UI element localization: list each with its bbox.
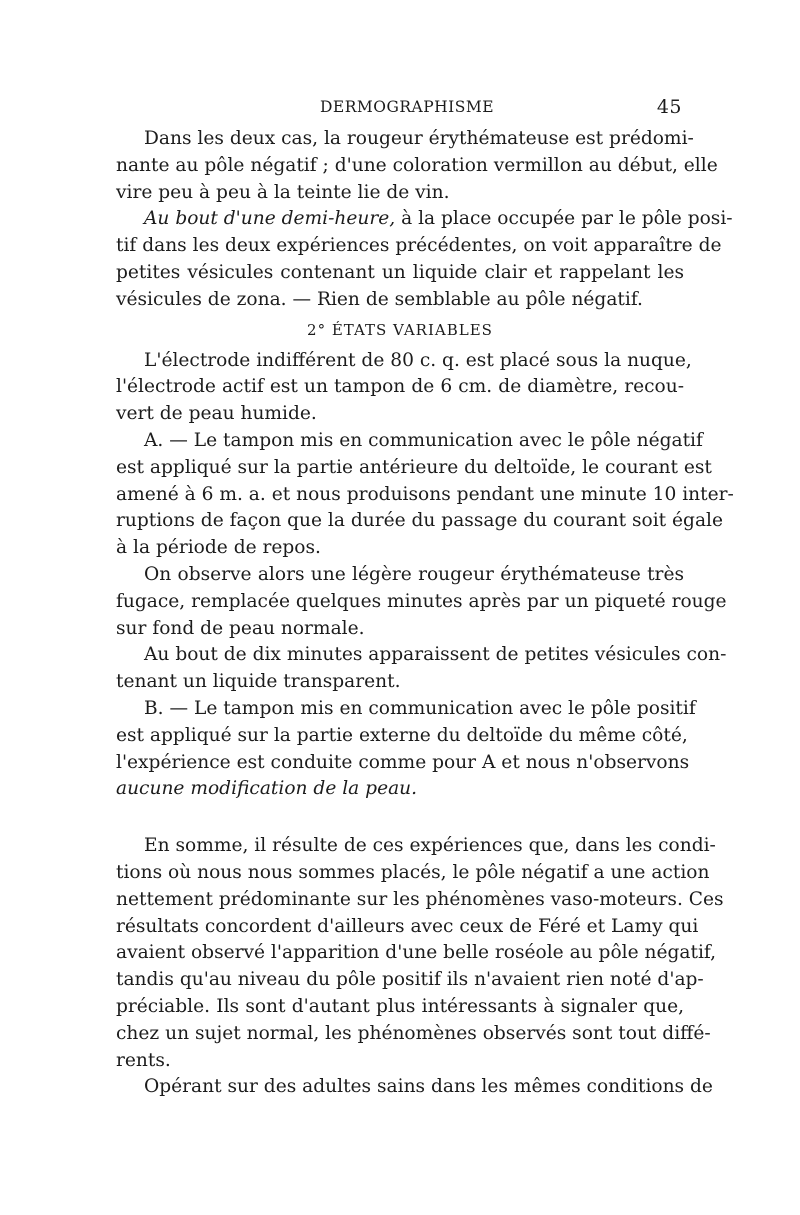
text-line: rents. (116, 1049, 171, 1071)
text-line: vire peu à peu à la teinte lie de vin. (116, 181, 450, 203)
text-run: à la place occupée par le pôle posi- (395, 208, 733, 230)
paragraph-4 (116, 428, 734, 562)
italic-phrase: Au bout d'une demi-heure, (144, 208, 396, 230)
paragraph-8 (116, 833, 724, 1074)
italic-phrase: aucune modification de la peau. (116, 778, 418, 800)
text-line: avaient observé l'apparition d'une belle roséole au pôle négatif, (116, 942, 717, 964)
text-line: l'électrode actif est un tampon de 6 cm. de diamètre, recou- (116, 376, 684, 398)
paragraph-3 (116, 348, 692, 428)
text-line: tandis qu'au niveau du pôle positif ils n'avaient rien noté d'ap- (116, 969, 704, 991)
paragraph-9 (116, 1074, 713, 1101)
text-line (116, 206, 733, 233)
running-header (116, 96, 684, 126)
text-line: tions où nous nous sommes placés, le pôle négatif a une action (116, 861, 710, 883)
section-heading: 2° ÉTATS VARIABLES (307, 320, 493, 339)
running-title: DERMOGRAPHISME (320, 98, 495, 116)
text-line: Opérant sur des adultes sains dans les mêmes conditions de (144, 1076, 713, 1098)
paragraph-2 (116, 206, 733, 313)
text-line: vésicules de zona. — Rien de semblable au pôle négatif. (116, 288, 643, 310)
text-line: ruptions de façon que la durée du passage du courant soit égale (116, 510, 723, 532)
paragraph-5 (116, 562, 727, 642)
text-line: est appliqué sur la partie externe du deltoïde du même côté, (116, 724, 688, 746)
text-line: amené à 6 m. a. et nous produisons pendant une minute 10 inter- (116, 483, 734, 505)
text-line (116, 776, 684, 803)
page-number: 45 (656, 96, 682, 118)
text-line: Au bout de dix minutes apparaissent de petites vésicules con- (144, 644, 727, 666)
text-line: tif dans les deux expériences précédentes, on voit apparaître de (116, 235, 722, 257)
text-line: vert de peau humide. (116, 403, 317, 425)
text-line: préciable. Ils sont d'autant plus intéressants à signaler que, (116, 995, 684, 1017)
text-line: tenant un liquide transparent. (116, 671, 401, 693)
text-line: A. — Le tampon mis en communication avec le pôle négatif (144, 429, 703, 451)
book-page (116, 96, 734, 1101)
text-line: sur fond de peau normale. (116, 617, 365, 639)
text-line: L'électrode indifférent de 80 c. q. est placé sous la nuque, (144, 349, 692, 371)
text-line: nante au pôle négatif ; d'une coloration vermillon au début, elle (116, 154, 718, 176)
text-line: On observe alors une légère rougeur érythémateuse très (144, 563, 684, 585)
text-line: l'expérience est conduite comme pour A et nous n'observons (116, 751, 690, 773)
text-line: est appliqué sur la partie antérieure du deltoïde, le courant est (116, 456, 712, 478)
paragraph-7 (116, 696, 696, 803)
paragraph-1 (116, 126, 718, 206)
text-line: Dans les deux cas, la rougeur érythémateuse est prédomi- (144, 128, 694, 149)
text-line: En somme, il résulte de ces expériences que, dans les condi- (144, 835, 716, 857)
text-line: B. — Le tampon mis en communication avec le pôle positif (144, 697, 696, 719)
section-gap (116, 803, 684, 833)
paragraph-6 (116, 642, 727, 696)
text-line: petites vésicules contenant un liquide clair et rappelant les (116, 261, 684, 283)
text-line: nettement prédominante sur les phénomènes vaso-moteurs. Ces (116, 888, 724, 910)
text-line: chez un sujet normal, les phénomènes observés sont tout diffé- (116, 1022, 711, 1044)
text-line: à la période de repos. (116, 537, 321, 559)
text-line: fugace, remplacée quelques minutes après par un piqueté rouge (116, 590, 727, 612)
text-line: résultats concordent d'ailleurs avec ceux de Féré et Lamy qui (116, 915, 699, 937)
